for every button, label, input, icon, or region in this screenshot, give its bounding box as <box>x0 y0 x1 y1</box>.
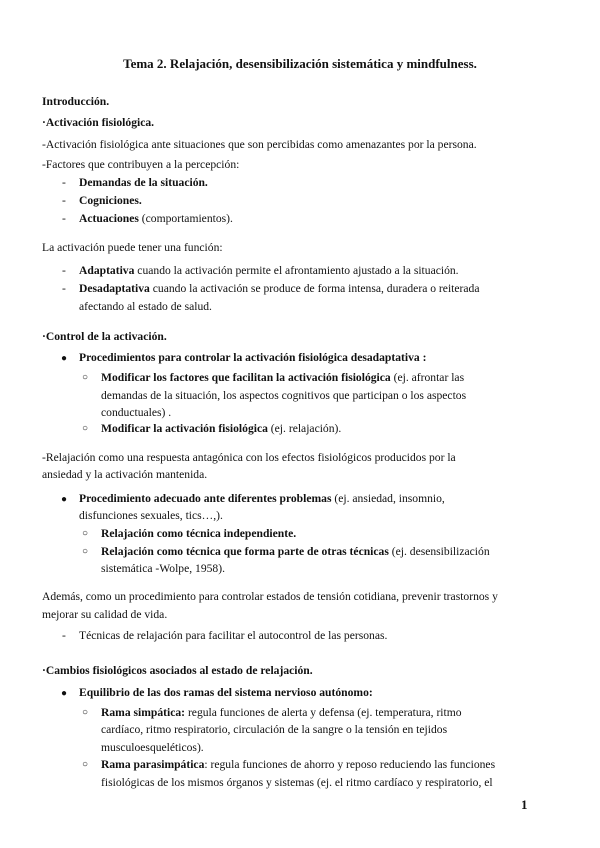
list-item-bold: Adaptativa <box>79 264 135 277</box>
hollow-bullet: ○ <box>82 423 89 434</box>
list-item <box>79 174 208 192</box>
dash-bullet: - <box>62 176 66 189</box>
sub-list-item-bold: Rama simpática: <box>101 706 186 719</box>
filled-bullet: ● <box>61 688 68 699</box>
sub-list-item-continuation: demandas de la situación, los aspectos cognitivos que participan o los aspectos <box>101 389 467 402</box>
sub-list-item-continuation: cardíaco, ritmo respiratorio, circulación de la sangre o la tensión en tejidos <box>101 723 448 736</box>
list-item <box>79 280 479 298</box>
sub-list-item-continuation: musculoesqueléticos). <box>101 741 204 754</box>
sub-list-item-bold: Modificar los factores que facilitan la activación fisiológica <box>101 371 391 384</box>
sub-list-item <box>101 369 464 387</box>
sub-list-item-text: : regula funciones de ahorro y reposo reduciendo las funciones <box>204 758 496 771</box>
list-item <box>79 192 142 210</box>
hollow-bullet: ○ <box>82 707 89 718</box>
intro-heading: Introducción. <box>42 95 110 108</box>
sub-list-item-text: regula funciones de alerta y defensa (ej. temperatura, ritmo <box>185 706 462 719</box>
dash-bullet: - <box>62 194 66 207</box>
paragraph: ansiedad y la activación mantenida. <box>42 468 208 481</box>
sub-list-item: Relajación como técnica independiente. <box>101 527 297 540</box>
list-item-bold: Actuaciones <box>79 212 139 225</box>
sub-list-item-bold: Rama parasimpática <box>101 758 205 771</box>
dash-bullet: - <box>62 282 66 295</box>
sub-list-item-continuation: conductuales) . <box>101 406 172 419</box>
sub-list-item-bold: Relajación como técnica que forma parte de otras técnicas <box>101 545 389 558</box>
paragraph: La activación puede tener una función: <box>42 241 223 254</box>
paragraph: Además, como un procedimiento para controlar estados de tensión cotidiana, prevenir trastornos y <box>42 590 498 603</box>
sub-list-item-text: (ej. relajación). <box>267 422 342 435</box>
list-item-continuation: disfunciones sexuales, tics…,). <box>79 509 223 522</box>
paragraph: -Factores que contribuyen a la percepción: <box>42 158 240 171</box>
section-heading-cambios: ·Cambios fisiológicos asociados al estado de relajación. <box>42 664 313 677</box>
list-item-text: cuando la activación permite el afrontamiento ajustado a la situación. <box>134 264 459 277</box>
list-heading: Procedimientos para controlar la activación fisiológica desadaptativa : <box>79 351 427 364</box>
list-item-text: cuando la activación se produce de forma intensa, duradera o reiterada <box>149 282 480 295</box>
sub-list-item-text: (ej. desensibilización <box>388 545 490 558</box>
list-item-bold: Demandas de la situación. <box>79 176 208 189</box>
list-item: Técnicas de relajación para facilitar el autocontrol de las personas. <box>79 629 388 642</box>
sub-list-item <box>101 420 341 438</box>
list-item <box>79 262 459 280</box>
hollow-bullet: ○ <box>82 546 89 557</box>
section-heading-activacion: ·Activación fisiológica. <box>42 116 155 129</box>
paragraph: -Relajación como una respuesta antagónica con los efectos fisiológicos producidos por la <box>42 451 456 464</box>
list-item-bold: Procedimiento adecuado ante diferentes problemas <box>79 492 332 505</box>
list-item-bold: Cogniciones. <box>79 194 142 207</box>
sub-list-item <box>101 543 490 561</box>
list-item <box>79 490 445 508</box>
list-item-text: (comportamientos). <box>138 212 233 225</box>
paragraph: -Activación fisiológica ante situaciones que son percibidas como amenazantes por la persona. <box>42 138 477 151</box>
dash-bullet: - <box>62 212 66 225</box>
dash-bullet: - <box>62 264 66 277</box>
list-item-text: (ej. ansiedad, insomnio, <box>331 492 445 505</box>
document-title: Tema 2. Relajación, desensibilización sistemática y mindfulness. <box>123 56 477 71</box>
list-item-continuation: afectando al estado de salud. <box>79 300 212 313</box>
sub-list-item-continuation: sistemática -Wolpe, 1958). <box>101 562 225 575</box>
sub-list-item-bold: Modificar la activación fisiológica <box>101 422 268 435</box>
list-item-bold: Desadaptativa <box>79 282 150 295</box>
filled-bullet: ● <box>61 494 68 505</box>
hollow-bullet: ○ <box>82 372 89 383</box>
dash-bullet: - <box>62 629 66 642</box>
hollow-bullet: ○ <box>82 528 89 539</box>
list-heading: Equilibrio de las dos ramas del sistema nervioso autónomo: <box>79 686 373 699</box>
paragraph: mejorar su calidad de vida. <box>42 608 168 621</box>
sub-list-item-continuation: fisiológicas de los mismos órganos y sistemas (ej. el ritmo cardíaco y respiratorio, el <box>101 776 493 789</box>
list-item <box>79 210 233 228</box>
section-heading-control: ·Control de la activación. <box>42 330 167 343</box>
filled-bullet: ● <box>61 353 68 364</box>
sub-list-item-text: (ej. afrontar las <box>390 371 465 384</box>
hollow-bullet: ○ <box>82 759 89 770</box>
sub-list-item <box>101 704 462 722</box>
sub-list-item <box>101 756 495 774</box>
page-number: 1 <box>521 797 528 812</box>
